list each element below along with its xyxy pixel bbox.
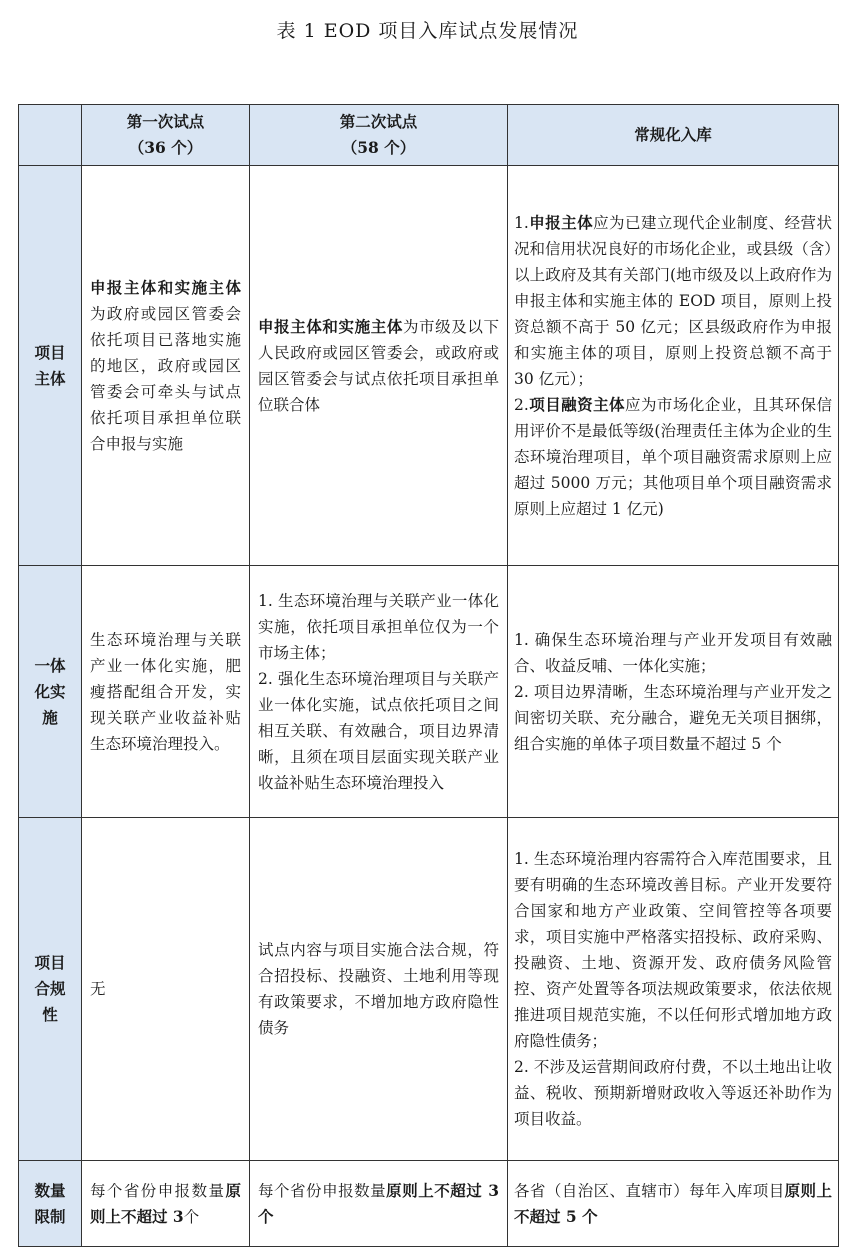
cell-integration-regular	[508, 566, 839, 818]
cell-text: 每个省份申报数量	[258, 1181, 387, 1200]
cell-text: 为市级及以下人民政府或园区管委会，或政府或园区管委会与试点依托项目承担单位联合体	[258, 317, 499, 414]
row-label-line: 限制	[34, 1206, 66, 1226]
table-row	[19, 818, 839, 1161]
row-label-line: 项目	[34, 953, 66, 972]
header-second-pilot	[250, 105, 508, 166]
eod-table	[18, 104, 839, 1247]
cell-integration-second	[250, 566, 508, 818]
paragraph: 2. 项目边界清晰，生态环境治理与产业开发之间密切关联、充分融合，避免无关项目捆绑，组合实施的单体子项目数量不超过 5 个	[514, 682, 832, 753]
bold-text: 申报主体	[528, 212, 594, 232]
header-first-pilot-line1: 第一次试点	[126, 112, 205, 131]
table-row	[19, 566, 839, 818]
bold-text: 申报主体和实施主体	[258, 316, 403, 336]
item-number: 1.	[514, 213, 529, 232]
row-label-line: 化实	[34, 681, 66, 701]
cell-subject-regular	[508, 166, 839, 566]
table-row	[19, 1161, 839, 1247]
cell-subject-first	[82, 166, 250, 566]
header-corner	[19, 105, 82, 166]
paragraph	[514, 210, 832, 392]
row-label-line: 性	[42, 1005, 58, 1024]
cell-compliance-regular	[508, 818, 839, 1161]
cell-subject-second	[250, 166, 508, 566]
bold-text: 原则上不超过 3	[90, 1180, 241, 1226]
paragraph: 2. 不涉及运营期间政府付费，不以土地出让收益、税收、预期新增财政收入等返还补助作为项目收益。	[514, 1058, 832, 1128]
row-label-subject	[19, 166, 82, 566]
cell-compliance-first: 无	[82, 818, 250, 1161]
row-label-quantity	[19, 1161, 82, 1247]
header-first-pilot-line2: （36 个）	[128, 138, 203, 157]
paragraph: 1. 生态环境治理与关联产业一体化实施，依托项目承担单位仅为一个市场主体；	[258, 591, 499, 662]
cell-text: 应为市场化企业，且其环保信用评价不是最低等级(治理责任主体为企业的生态环境治理项目，单个项目融资需求原则上应超过 5000 万元；其他项目单个项目融资需求原则上应超过 1 亿元)	[514, 395, 832, 518]
cell-text: 各省（自治区、直辖市）每年入库项目	[514, 1181, 785, 1200]
row-label-line: 施	[42, 707, 58, 727]
header-regular-entry: 常规化入库	[508, 105, 839, 166]
row-label-line: 合规	[34, 979, 66, 998]
bold-text: 申报主体和实施主体	[90, 277, 241, 297]
cell-text: 个	[183, 1207, 200, 1226]
cell-quantity-second	[250, 1161, 508, 1247]
header-second-pilot-line2: （58 个）	[341, 138, 416, 157]
header-second-pilot-line1: 第二次试点	[339, 112, 418, 131]
header-first-pilot	[82, 105, 250, 166]
header-row	[19, 105, 839, 166]
cell-integration-first: 生态环境治理与关联产业一体化实施，肥瘦搭配组合开发，实现关联产业收益补贴生态环境治理投入。	[82, 566, 250, 818]
paragraph	[514, 392, 832, 522]
cell-text: 每个省份申报数量	[90, 1181, 226, 1200]
row-label-line: 一体	[34, 655, 66, 675]
row-label-integration	[19, 566, 82, 818]
cell-quantity-regular	[508, 1161, 839, 1247]
row-label-line: 项目	[34, 342, 66, 362]
row-label-line: 主体	[34, 368, 66, 388]
cell-text: 为政府或园区管委会依托项目已落地实施的地区，政府或园区管委会可牵头与试点依托项目承担单位联合申报与实施	[90, 304, 241, 453]
paragraph: 1. 确保生态环境治理与产业开发项目有效融合、收益反哺、一体化实施；	[514, 630, 832, 675]
row-label-line: 数量	[34, 1180, 66, 1200]
table-title: 表 1 EOD 项目入库试点发展情况	[276, 20, 579, 42]
paragraph: 1. 生态环境治理内容需符合入库范围要求，且要有明确的生态环境改善目标。产业开发要符合国家和地方产业政策、空间管控等各项要求，项目实施中严格落实招投标、政府采购、投融资、土地、资源开发、政府债务风险管控、资产处置等各项法规政策要求，依法依规推进项目规范实施，不以任何形式增加地方政府隐性债务；	[514, 850, 832, 1050]
bold-text: 原则上不超过 3 个	[258, 1180, 499, 1226]
bold-text: 原则上不超过 5 个	[514, 1180, 832, 1226]
cell-quantity-first	[82, 1161, 250, 1247]
paragraph: 2. 强化生态环境治理项目与关联产业一体化实施，试点依托项目之间相互关联、有效融合，项目边界清晰，且须在项目层面实现关联产业收益补贴生态环境治理投入	[258, 669, 499, 792]
table-row	[19, 166, 839, 566]
cell-text: 应为已建立现代企业制度、经营状况和信用状况良好的市场化企业，或县级（含）以上政府及其有关部门(地市级及以上政府作为申报主体和实施主体的 EOD 项目，原则上投资总额不高于 50 亿元；区县级政府作为申报和实施主体的项目，原则上投资总额不高于 30 亿元）；	[514, 213, 832, 388]
cell-compliance-second: 试点内容与项目实施合法合规，符合招投标、投融资、土地利用等现有政策要求，不增加地方政府隐性债务	[250, 818, 508, 1161]
row-label-compliance	[19, 818, 82, 1161]
item-number: 2.	[514, 395, 529, 414]
bold-text: 项目融资主体	[528, 394, 625, 414]
